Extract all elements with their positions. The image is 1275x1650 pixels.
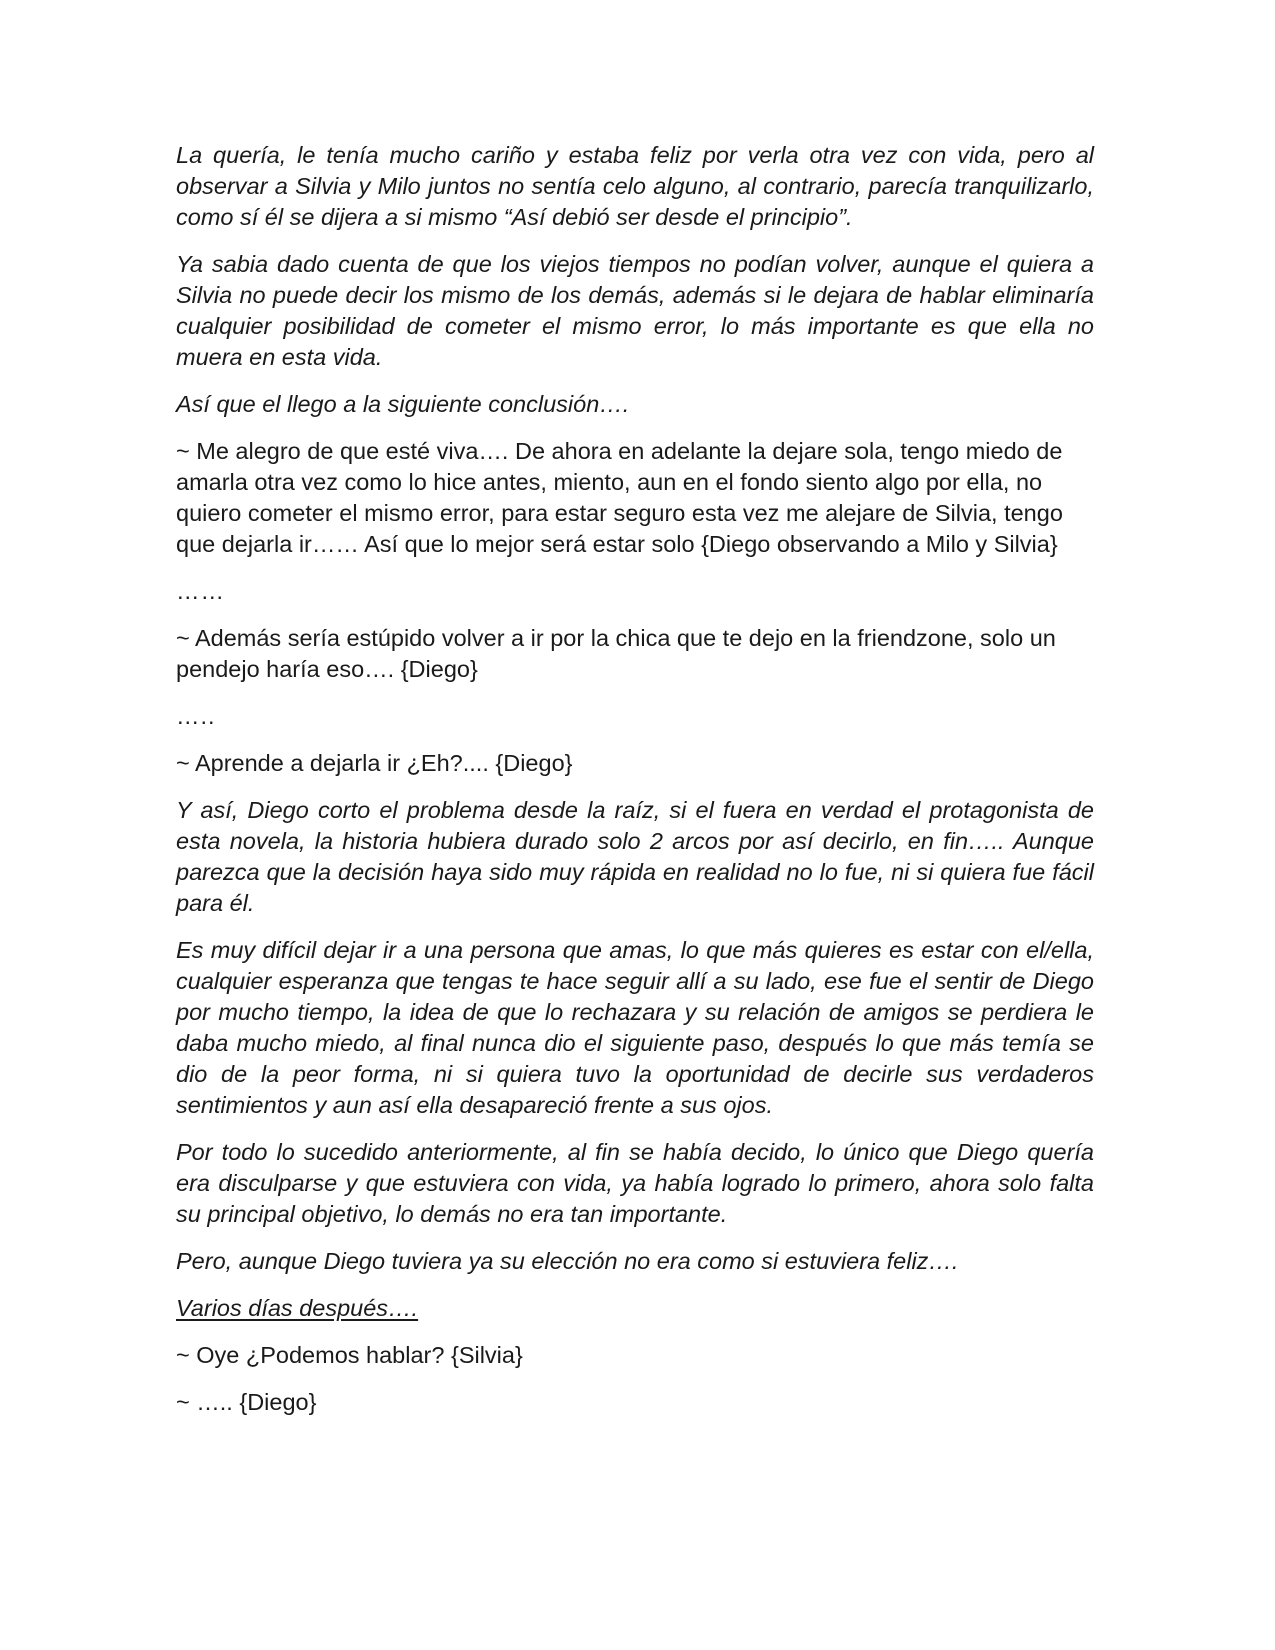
scene-heading: Varios días después…. bbox=[176, 1295, 419, 1321]
ellipsis-line: ….. bbox=[176, 703, 216, 729]
narration-paragraph: Así que el llego a la siguiente conclusión…. bbox=[176, 391, 630, 417]
dialogue-paragraph: ~ Oye ¿Podemos hablar? {Silvia} bbox=[176, 1342, 523, 1368]
narration-paragraph: La quería, le tenía mucho cariño y estaba feliz por verla otra vez con vida, pero al observar a Silvia y Milo juntos no sentía celo alguno, al contrario, parecía tranquilizarlo, como sí él se dijera a si mismo “Así debió ser desde el principio”. bbox=[176, 142, 1094, 230]
narration-paragraph: Pero, aunque Diego tuviera ya su elección no era como si estuviera feliz…. bbox=[176, 1248, 959, 1274]
dialogue-paragraph: ~ Me alegro de que esté viva…. De ahora en adelante la dejare sola, tengo miedo de amarla otra vez como lo hice antes, miento, aun en el fondo siento algo por ella, no quiero cometer el mismo error, para estar seguro esta vez me alejare de Silvia, tengo que dejarla ir…… Así que lo mejor será estar solo {Diego observando a Milo y Silvia} bbox=[176, 438, 1063, 557]
dialogue-paragraph: ~ ….. {Diego} bbox=[176, 1389, 317, 1415]
narration-paragraph: Por todo lo sucedido anteriormente, al fin se había decido, lo único que Diego quería era disculparse y que estuviera con vida, ya había logrado lo primero, ahora solo falta su principal objetivo, lo demás no era tan importante. bbox=[176, 1139, 1094, 1227]
ellipsis-line: …… bbox=[176, 578, 225, 604]
narration-paragraph: Y así, Diego corto el problema desde la raíz, si el fuera en verdad el protagonista de esta novela, la historia hubiera durado solo 2 arcos por así decirlo, en fin….. Aunque parezca que la decisión haya sido muy rápida en realidad no lo fue, ni si quiera fue fácil para él. bbox=[176, 797, 1094, 916]
document-page bbox=[176, 140, 1094, 1434]
dialogue-paragraph: ~ Además sería estúpido volver a ir por la chica que te dejo en la friendzone, solo un pendejo haría eso…. {Diego} bbox=[176, 625, 1056, 682]
narration-paragraph: Ya sabia dado cuenta de que los viejos tiempos no podían volver, aunque el quiera a Silvia no puede decir los mismo de los demás, además si le dejara de hablar eliminaría cualquier posibilidad de cometer el mismo error, lo más importante es que ella no muera en esta vida. bbox=[176, 251, 1094, 370]
dialogue-paragraph: ~ Aprende a dejarla ir ¿Eh?.... {Diego} bbox=[176, 750, 573, 776]
narration-paragraph: Es muy difícil dejar ir a una persona que amas, lo que más quieres es estar con el/ella, cualquier esperanza que tengas te hace seguir allí a su lado, ese fue el sentir de Diego por mucho tiempo, la idea de que lo rechazara y su relación de amigos se perdiera le daba mucho miedo, al final nunca dio el siguiente paso, después lo que más temía se dio de la peor forma, ni si quiera tuvo la oportunidad de decirle sus verdaderos sentimientos y aun así ella desapareció frente a sus ojos. bbox=[176, 937, 1094, 1118]
